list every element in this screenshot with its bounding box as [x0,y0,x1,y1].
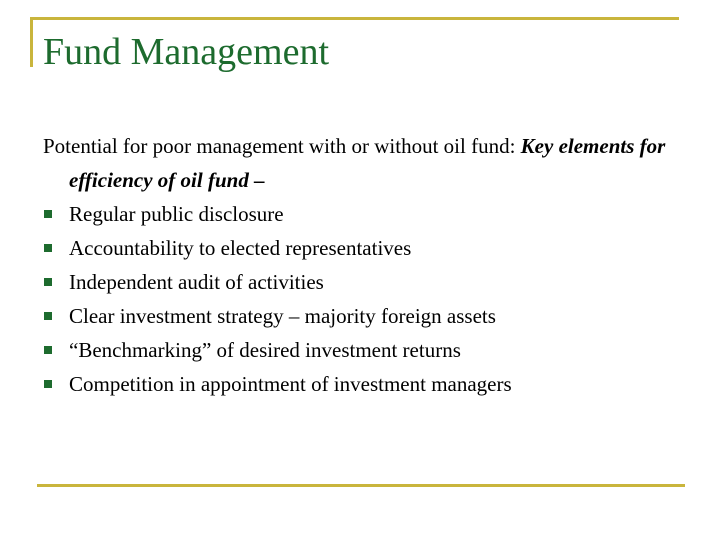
bullet-text: “Benchmarking” of desired investment returns [69,338,461,362]
bullet-text: Competition in appointment of investment managers [69,372,512,396]
bullet-item-benchmarking [43,333,683,367]
bullet-item-public-disclosure [43,197,683,231]
bullet-text: Regular public disclosure [69,202,284,226]
bullet-list [43,197,683,401]
bullet-item-accountability [43,231,683,265]
square-bullet-icon [44,210,52,218]
bullet-text: Accountability to elected representatives [69,236,412,260]
square-bullet-icon [44,312,52,320]
intro-text: Potential for poor management with or without oil fund: [43,134,521,158]
bullet-item-investment-strategy [43,299,683,333]
square-bullet-icon [44,380,52,388]
left-accent-rule [30,17,33,67]
bullet-text: Clear investment strategy – majority foreign assets [69,304,496,328]
intro-paragraph [43,129,683,197]
square-bullet-icon [44,346,52,354]
bullet-item-independent-audit [43,265,683,299]
bullet-text: Independent audit of activities [69,270,324,294]
bottom-accent-rule [37,484,685,487]
bullet-item-competition [43,367,683,401]
slide-body [43,129,683,401]
top-accent-rule [30,17,679,20]
square-bullet-icon [44,278,52,286]
slide-title: Fund Management [43,31,330,73]
square-bullet-icon [44,244,52,252]
intro-emphasis: Key elements for efficiency of oil fund – [69,134,666,192]
